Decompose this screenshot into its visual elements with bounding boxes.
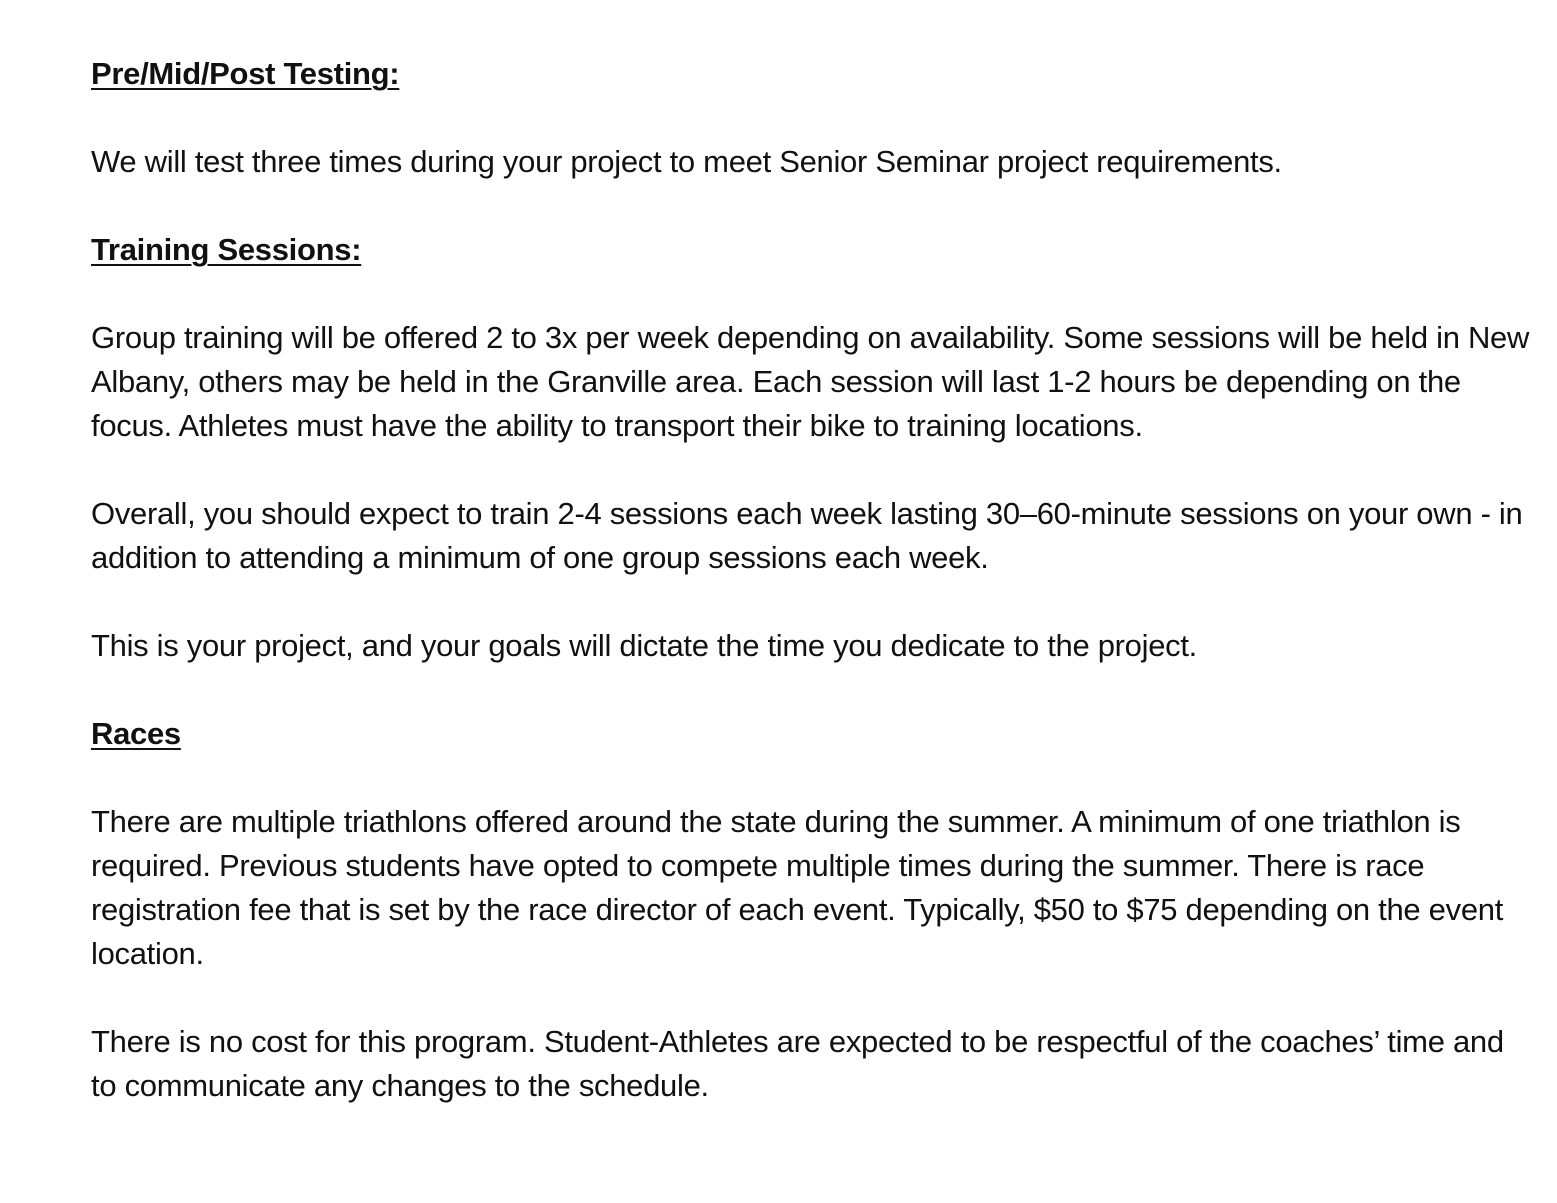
section-heading-testing: Pre/Mid/Post Testing: [91, 56, 400, 91]
paragraph-races-cost: There is no cost for this program. Student-Athletes are expected to be respectful of the coaches’ time and to communicate any changes to the schedule. [91, 1024, 1504, 1103]
paragraph-races-info: There are multiple triathlons offered around the state during the summer. A minimum of one triathlon is required. Previous students have opted to compete multiple times during the summer. There is race registration fee that is set by the race director of each event. Typically, $50 to $75 depending on the event location. [91, 804, 1504, 971]
paragraph-testing: We will test three times during your project to meet Senior Seminar project requirements. [91, 144, 1282, 179]
section-heading-training: Training Sessions: [91, 232, 362, 267]
spacer [91, 272, 1531, 316]
section-heading-races: Races [91, 716, 181, 751]
paragraph-training-expectations: Overall, you should expect to train 2-4 sessions each week lasting 30–60-minute sessions on your own - in addition to attending a minimum of one group sessions each week. [91, 496, 1523, 575]
spacer [91, 756, 1531, 800]
spacer [91, 668, 1531, 712]
spacer [91, 184, 1531, 228]
paragraph-training-goals: This is your project, and your goals will dictate the time you dedicate to the project. [91, 628, 1197, 663]
paragraph-training-schedule: Group training will be offered 2 to 3x per week depending on availability. Some sessions will be held in New Albany, others may be held in the Granville area. Each session will last 1-2 hours be depending on the focus. Athletes must have the ability to transport their bike to training locations. [91, 320, 1530, 443]
spacer [91, 96, 1531, 140]
spacer [91, 976, 1531, 1020]
document-page [91, 52, 1531, 1108]
spacer [91, 580, 1531, 624]
spacer [91, 448, 1531, 492]
